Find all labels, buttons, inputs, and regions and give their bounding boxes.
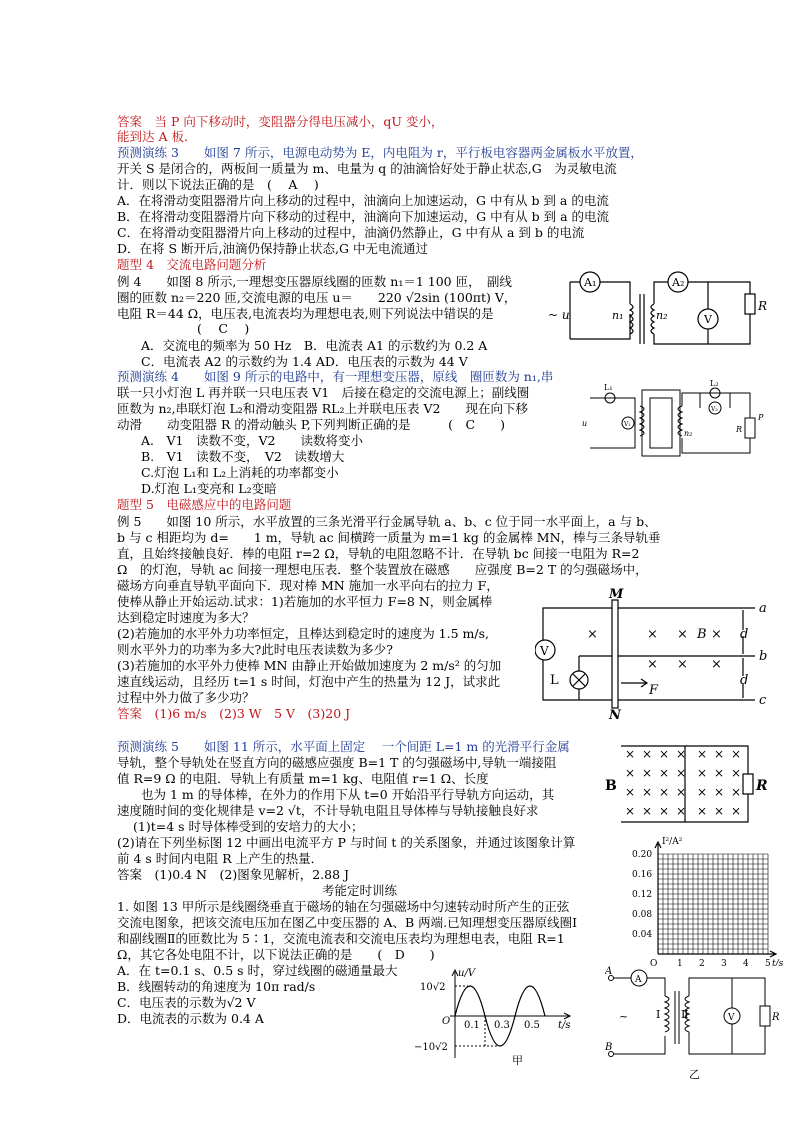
coil-ii-label: Ⅱ <box>681 1008 689 1021</box>
source-label: ~ <box>619 1010 629 1023</box>
rod-n-label: N <box>609 708 621 720</box>
field-cross: × <box>676 785 687 799</box>
x-tick-label: 1 <box>677 959 683 966</box>
field-cross: × <box>731 785 742 799</box>
text-line: 匝数为 n₂,串联灯泡 L₂和滑动变阻器 RL₂上并联电压表 V2 现在向下移 <box>117 401 528 416</box>
text-line: 答案 (1)6 m/s (2)3 W 5 V (3)20 J <box>117 706 351 721</box>
resistor-r-label: R <box>756 778 768 794</box>
text-line: A. V1 读数不变，V2 读数将变小 <box>141 433 363 448</box>
force-f-label: F <box>649 683 659 698</box>
text-line: 题型 4 交流电路问题分析 <box>117 257 267 272</box>
text-line: B．在将滑动变阻器滑片向下移动的过程中，油滴向下加速运动，G 中有从 b 到 a 的电流 <box>117 209 609 224</box>
voltmeter-label: V <box>728 1013 735 1023</box>
text-line: 圈的匝数 n₂＝220 匝,交流电源的电压 u＝ 220 √2sin (100πt) V， <box>117 290 517 305</box>
text-line: 和副线圈Ⅱ的匝数比为 5∶1，交流电流表和交流电压表均为理想电表，电阻 R=1 <box>117 931 565 946</box>
x-tick-label: 5 <box>765 959 771 966</box>
field-cross-marks <box>625 747 741 818</box>
field-cross: × <box>697 747 708 761</box>
text-line: C．电压表的示数为√2 V <box>117 995 256 1010</box>
lamp-l1-label: L₁ <box>604 383 613 392</box>
text-line: Ω，其它各处电阻不计，以下说法正确的是 ( D ) <box>117 947 435 962</box>
resistor-r-label: R <box>758 299 768 313</box>
x-tick-label: O <box>650 959 658 966</box>
x-tick-label: 2 <box>699 959 705 966</box>
text-line: 预测演练 5 如图 11 所示，水平面上固定 一个间距 L=1 m 的光滑平行金属 <box>117 739 570 754</box>
figure-13b-circuit <box>605 966 780 1086</box>
text-line: A．在将滑动变阻器滑片向上移动的过程中，油滴向上加速运动，G 中有从 b 到 a 的电流 <box>117 193 609 208</box>
field-cross: × <box>711 627 722 642</box>
text-line: D.灯泡 L₁变亮和 L₂变暗 <box>141 481 277 496</box>
figure-9-circuit <box>580 378 770 468</box>
field-cross: × <box>731 766 742 780</box>
coil-n2-label: n₂ <box>684 429 693 438</box>
y-max-label: 10√2 <box>420 982 446 993</box>
text-line: Ω 的灯泡，导轨 ac 间接一理想电压表．整个装置放在磁感 应强度 B=2 T 的匀强磁场中， <box>117 562 648 577</box>
figure-8-circuit <box>540 264 772 360</box>
x-axis-label: t/s <box>772 959 784 966</box>
text-line: C.灯泡 L₁和 L₂上消耗的功率都变小 <box>141 465 339 480</box>
rail-c-label: c <box>759 693 767 708</box>
text-line: 达到稳定时速度为多大？ <box>117 610 255 625</box>
x-tick-label: 0.3 <box>494 1020 510 1031</box>
field-cross: × <box>714 804 725 818</box>
field-cross: × <box>625 785 636 799</box>
y-tick-label: 0.08 <box>632 910 653 920</box>
lamp-l2-label: L₂ <box>710 379 719 388</box>
text-line: 计．则以下说法正确的是 ( A ) <box>117 177 319 192</box>
terminal-b-label: B <box>605 1042 613 1053</box>
ammeter-a2-label: A₂ <box>672 276 685 289</box>
text-line: 开关 S 是闭合的，两板间一质量为 m、电量为 q 的油滴恰好处于静止状态,G 为灵敏电流 <box>117 161 617 176</box>
text-line: 答案 当 P 向下移动时，变阻器分得电压减小，qU 变小， <box>117 114 444 129</box>
text-line: 1. 如图 13 甲所示是线圈绕垂直于磁场的轴在匀强磁场中匀速转动时所产生的正弦 <box>117 899 570 914</box>
field-b-label: B <box>697 627 707 642</box>
text-line: A．交流电的频率为 50 Hz B．电流表 A1 的示数约为 0.2 A <box>141 338 488 353</box>
rail-a-label: a <box>759 601 767 616</box>
y-tick-label: 0.12 <box>632 890 653 900</box>
coil-i-label: Ⅰ <box>656 1008 661 1021</box>
field-cross: × <box>676 747 687 761</box>
text-line: 考能定时训练 <box>322 883 398 898</box>
coil-n1-label: n₁ <box>612 309 624 322</box>
figure-12-grid <box>626 836 786 966</box>
text-line: D．在将 S 断开后,油滴仍保持静止状态,G 中无电流通过 <box>117 241 428 256</box>
field-cross: × <box>642 804 653 818</box>
text-line: 动滑 动变阻器 R 的滑动触头 P,下列判断正确的是 ( C ) <box>117 417 506 432</box>
x-tick-label: 0.5 <box>524 1020 540 1031</box>
resistor-r-label: R <box>736 425 743 434</box>
x-tick-label: 4 <box>743 959 749 966</box>
text-line: b 与 c 相距均为 d= 1 m，导轨 ac 间横跨一质量为 m=1 kg 的金属棒 MN，棒与三条导轨垂 <box>117 530 661 545</box>
text-line: 交流电图象，把该交流电压加在图乙中变压器的 A、B 两端.已知理想变压器原线圈Ⅰ <box>117 915 578 930</box>
field-cross: × <box>587 627 598 642</box>
text-line: 值 R=9 Ω 的电阻．导轨上有质量 m=1 kg、电阻值 r=1 Ω、长度 <box>117 771 489 786</box>
caption-yi: 乙 <box>689 1068 700 1081</box>
text-line: 预测演练 3 如图 7 所示，电源电动势为 E，内电阻为 r，平行板电容器两金属板水平放置， <box>117 145 643 160</box>
text-line: 能到达 A 板． <box>117 129 197 144</box>
x-axis-label: t/s <box>558 1020 571 1031</box>
text-line: (1)t=4 s 时导体棒受到的安培力的大小； <box>133 819 364 834</box>
text-line: 直，且始终接触良好．棒的电阻 r=2 Ω，导轨的电阻忽略不计．在导轨 bc 间接一电阻为 R=2 <box>117 546 640 561</box>
text-line: C．电流表 A2 的示数约为 1.4 AD．电压表的示数为 44 V <box>141 354 468 369</box>
text-line: 磁场方向垂直导轨平面向下．现对棒 MN 施加一水平向右的拉力 F， <box>117 578 499 593</box>
source-u-label: u <box>582 419 588 428</box>
field-cross: × <box>647 627 658 642</box>
text-line: 例 5 如图 10 所示，水平放置的三条光滑平行金属导轨 a、b、c 位于同一水平面上，a 与 b、 <box>117 514 657 529</box>
terminal-a-label: A <box>605 966 613 977</box>
text-line: 速度随时间的变化规律是 v=2 √t，不计导轨电阻且导体棒与导轨接触良好求 <box>117 803 539 818</box>
field-cross: × <box>711 657 722 672</box>
y-axis-label: u/V <box>458 968 476 979</box>
field-cross: × <box>659 747 670 761</box>
field-cross: × <box>659 766 670 780</box>
field-cross: × <box>697 804 708 818</box>
field-cross: × <box>677 657 688 672</box>
caption-jia: 甲 <box>512 1054 523 1066</box>
figure-11-rails <box>603 740 773 828</box>
source-u-label: ~ u <box>548 308 570 322</box>
y-tick-label: 0.16 <box>632 870 653 880</box>
text-line: (2)若施加的水平外力功率恒定，且棒达到稳定时的速度为 1.5 m/s, <box>117 626 489 641</box>
field-cross: × <box>731 804 742 818</box>
field-cross: × <box>677 627 688 642</box>
text-line: 导轨，整个导轨处在竖直方向的磁感应强度 B=1 T 的匀强磁场中,导轨一端接阻 <box>117 755 557 770</box>
y-axis-label: I²/A² <box>662 837 683 847</box>
field-cross: × <box>642 766 653 780</box>
voltmeter-label: V <box>704 313 712 326</box>
voltmeter-v2-label: V₂ <box>711 406 718 413</box>
field-cross: × <box>714 766 725 780</box>
lamp-label: L <box>550 673 559 688</box>
x-tick-label: 0.1 <box>464 1020 480 1031</box>
voltmeter-label: V <box>540 644 549 658</box>
field-cross: × <box>731 747 742 761</box>
resistor-r-label: R <box>772 1012 780 1023</box>
rail-b-label: b <box>759 649 768 664</box>
field-cross: × <box>642 785 653 799</box>
spacing-d-label: d <box>740 627 749 642</box>
text-line: 前 4 s 时间内电阻 R 上产生的热量． <box>117 851 324 866</box>
ammeter-a1-label: A₁ <box>584 276 597 289</box>
field-cross: × <box>625 804 636 818</box>
text-line: A．在 t=0.1 s、0.5 s 时，穿过线圈的磁通量最大 <box>117 963 398 978</box>
figure-13a-sine <box>410 966 580 1066</box>
text-line: 则水平外力的功率为多大?此时电压表读数为多少? <box>117 642 393 657</box>
text-line: (3)若施加的水平外力使棒 MN 由静止开始做加速度为 2 m/s² 的匀加 <box>117 658 502 673</box>
voltmeter-v1-label: V₁ <box>624 421 631 428</box>
text-line: 例 4 如图 8 所示,一理想变压器原线圈的匝数 n₁＝1 100 匝， 副线 <box>117 274 512 289</box>
field-cross: × <box>697 766 708 780</box>
text-line: (2)请在下列坐标图 12 中画出电流平方 P 与时间 t 的关系图象，并通过该图象计算 <box>117 835 576 850</box>
text-line: D．电流表的示数为 0.4 A <box>117 1011 264 1026</box>
figure-10-rails <box>535 588 775 720</box>
text-line: B．线圈转动的角速度为 10π rad/s <box>117 979 316 994</box>
coil-n2-label: n₂ <box>656 309 668 322</box>
text-line: 预测演练 4 如图 9 所示的电路中，有一理想变压器，原线 圈匝数为 n₁,串 <box>117 369 554 384</box>
text-line: 答案 (1)0.4 N (2)图象见解析，2.88 J <box>117 867 350 882</box>
text-line: 也为 1 m 的导体棒，在外力的作用下从 t=0 开始沿平行导轨方向运动，其 <box>141 787 555 802</box>
text-line: 联一只小灯泡 L 再并联一只电压表 V1 后接在稳定的交流电源上；副线圈 <box>117 385 530 400</box>
field-cross: × <box>714 747 725 761</box>
x-tick-label: 3 <box>721 959 727 966</box>
spacing-d-label: d <box>740 673 749 688</box>
field-cross: × <box>697 785 708 799</box>
field-cross: × <box>714 785 725 799</box>
field-cross: × <box>625 747 636 761</box>
field-cross: × <box>676 804 687 818</box>
text-line: C．在将滑动变阻器滑片向上移动的过程中，油滴仍然静止，G 中有从 a 到 b 的电流 <box>117 225 585 240</box>
text-line: 电阻 R＝44 Ω，电压表,电流表均为理想电表,则下列说法中错误的是 <box>117 306 494 321</box>
y-tick-label: 0.04 <box>632 930 653 940</box>
field-cross: × <box>659 804 670 818</box>
text-line: B. V1 读数不变， V2 读数增大 <box>141 449 345 464</box>
field-cross: × <box>659 785 670 799</box>
text-line: ( C ) <box>197 321 250 336</box>
text-line: 题型 5 电磁感应中的电路问题 <box>117 497 292 512</box>
origin-label: O <box>442 1016 451 1027</box>
field-cross: × <box>647 657 658 672</box>
text-line: 速直线运动，且经历 t=1 s 时间，灯泡中产生的热量为 12 J，试求此 <box>117 674 501 689</box>
field-cross: × <box>642 747 653 761</box>
text-line: 使棒从静止开始运动.试求：1)若施加的水平恒力 F=8 N，则金属棒 <box>117 594 493 609</box>
field-b-label: B <box>605 778 617 794</box>
field-cross: × <box>676 766 687 780</box>
y-min-label: −10√2 <box>414 1042 448 1053</box>
ammeter-label: A <box>635 975 642 985</box>
slider-p-label: P <box>758 413 764 422</box>
rod-m-label: M <box>609 588 624 602</box>
text-line: 过程中外力做了多少功？ <box>117 690 255 705</box>
y-tick-label: 0.20 <box>632 850 653 860</box>
field-cross: × <box>625 766 636 780</box>
